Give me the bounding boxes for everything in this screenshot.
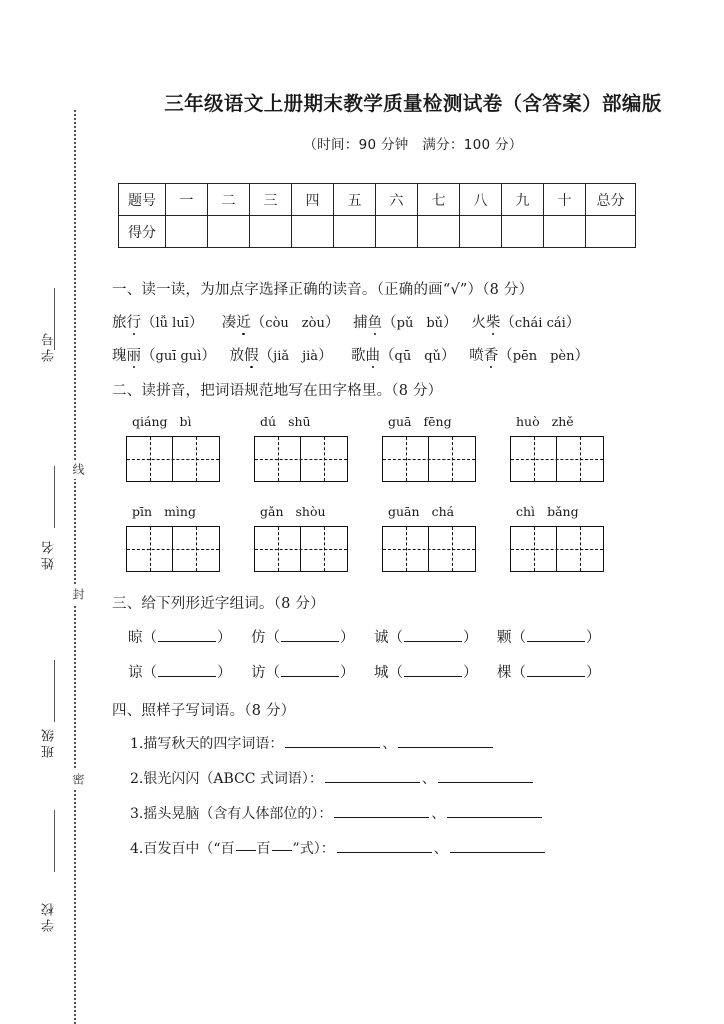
answer-blank[interactable] (334, 805, 429, 818)
section-two-heading: 二、读拼音，把词语规范地写在田字格里。（8 分） (112, 383, 443, 399)
answer-blank[interactable] (285, 735, 380, 748)
xingjinzi-item-6[interactable]: 访（ ） (251, 665, 355, 681)
score-cell-3[interactable] (250, 216, 292, 248)
answer-blank[interactable] (337, 840, 432, 853)
seal-margin (0, 0, 100, 1024)
dotted-char: 鱼 (368, 311, 383, 332)
score-cell-7[interactable] (418, 216, 460, 248)
section-one-line-2 (112, 344, 716, 365)
score-cell-4[interactable] (292, 216, 334, 248)
score-cell-8[interactable] (460, 216, 502, 248)
table-row-question-numbers (119, 184, 636, 216)
score-table-col-9: 九 (502, 184, 544, 216)
tianzige-pinyin-2: dú shū (260, 414, 311, 429)
tianzige-box[interactable] (510, 436, 604, 482)
tianzige-pinyin-7: guān chá (388, 504, 455, 519)
tianzige-group-4 (510, 414, 630, 482)
score-cell-5[interactable] (334, 216, 376, 248)
section-four-item-2: 2.银光闪闪（ABCC 式词语）： 、 (130, 768, 716, 788)
tianzige-box[interactable] (254, 526, 348, 572)
xingjinzi-item-7[interactable]: 城（ ） (374, 665, 478, 681)
tianzige-pinyin-5: pīn mìng (132, 504, 196, 519)
q1-item-5[interactable]: 瑰丽（guī guì） (112, 348, 216, 364)
tianzige-row-1 (126, 414, 716, 482)
score-table-col-2: 二 (208, 184, 250, 216)
info-label-banji: 班级 (42, 726, 57, 758)
xingjinzi-item-5[interactable]: 谅（ ） (128, 665, 232, 681)
q1-item-4[interactable]: 火柴（chái cái） (471, 315, 580, 331)
score-cell-10[interactable] (544, 216, 586, 248)
tianzige-box[interactable] (254, 436, 348, 482)
q1-item-1[interactable]: 旅行（lǚ luī） (112, 315, 203, 331)
tianzige-box[interactable] (510, 526, 604, 572)
score-cell-total[interactable] (586, 216, 636, 248)
xingjinzi-item-8[interactable]: 棵（ ） (497, 665, 601, 681)
pattern-blank (236, 840, 256, 851)
section-four-item-3: 3.摇头晃脑（含有人体部位的）： 、 (130, 803, 716, 823)
tianzige-box[interactable] (382, 526, 476, 572)
dotted-char: 行 (127, 311, 142, 332)
answer-blank[interactable] (447, 805, 542, 818)
section-four-item-4: 4.百发百中（“百 百 ”式）： 、 (130, 838, 716, 858)
score-table-col-7: 七 (418, 184, 460, 216)
score-table-row-label-defen: 得分 (119, 216, 166, 248)
tianzige-group-7 (382, 504, 510, 572)
pattern-blank (272, 840, 292, 851)
answer-blank[interactable] (527, 629, 585, 642)
paper-subtitle: （时间：90 分钟 满分：100 分） (303, 137, 523, 153)
dotted-char: 近 (236, 311, 251, 332)
dotted-char: 丽 (127, 344, 142, 365)
score-table-col-10: 十 (544, 184, 586, 216)
info-rule-banji (54, 660, 55, 722)
answer-blank[interactable] (398, 735, 493, 748)
tianzige-group-8 (510, 504, 630, 572)
info-rule-xuexiao (54, 810, 55, 872)
answer-blank[interactable] (450, 840, 545, 853)
score-table-row-label-tihao: 题号 (119, 184, 166, 216)
tianzige-group-2 (254, 414, 382, 482)
tianzige-box[interactable] (126, 436, 220, 482)
tianzige-pinyin-3: guā fēng (388, 414, 452, 429)
tianzige-pinyin-4: huò zhě (516, 414, 574, 429)
xingjinzi-item-2[interactable]: 仿（ ） (251, 630, 355, 646)
dotted-char: 柴 (486, 311, 501, 332)
seal-dotted-line (74, 110, 76, 1024)
score-cell-1[interactable] (166, 216, 208, 248)
tianzige-pinyin-1: qiáng bì (132, 414, 192, 429)
score-cell-6[interactable] (376, 216, 418, 248)
info-label-xuexiao: 学校 (42, 900, 57, 932)
exam-sheet (100, 0, 724, 1024)
q1-item-3[interactable]: 捕鱼（pǔ bǔ） (353, 315, 457, 331)
dotted-char: 假 (244, 344, 259, 365)
q1-item-8[interactable]: 喷香（pēn pèn） (469, 348, 589, 364)
answer-blank[interactable] (527, 664, 585, 677)
score-table-col-4: 四 (292, 184, 334, 216)
tianzige-box[interactable] (382, 436, 476, 482)
dotted-char: 曲 (366, 344, 381, 365)
section-three-heading: 三、给下列形近字组词。（8 分） (112, 596, 325, 612)
info-rule-xingming (54, 466, 55, 528)
answer-blank[interactable] (158, 664, 216, 677)
q1-item-6[interactable]: 放假（jiǎ jià） (230, 348, 333, 364)
info-label-xuehao: 学号 (42, 330, 57, 362)
score-table-col-total: 总分 (586, 184, 636, 216)
seal-char-xian: 线 (66, 460, 84, 479)
tianzige-pinyin-8: chì bǎng (516, 504, 579, 519)
xingjinzi-item-4[interactable]: 颗（ ） (497, 630, 601, 646)
section-one-heading: 一、读一读，为加点字选择正确的读音。（正确的画“√”）（8 分） (112, 282, 534, 298)
tianzige-group-6 (254, 504, 382, 572)
q1-item-2[interactable]: 凑近（còu zòu） (222, 315, 340, 331)
score-table-col-1: 一 (166, 184, 208, 216)
table-row-scores (119, 216, 636, 248)
tianzige-row-2 (126, 504, 716, 572)
q1-item-7[interactable]: 歌曲（qū qǔ） (351, 348, 455, 364)
tianzige-box[interactable] (126, 526, 220, 572)
score-cell-9[interactable] (502, 216, 544, 248)
seal-char-mi: 密 (66, 770, 84, 789)
seal-char-feng: 封 (66, 585, 84, 604)
score-table-col-5: 五 (334, 184, 376, 216)
tianzige-pinyin-6: gǎn shòu (260, 504, 326, 519)
answer-blank[interactable] (438, 770, 533, 783)
answer-blank[interactable] (158, 629, 216, 642)
section-one (112, 278, 716, 365)
answer-blank[interactable] (325, 770, 420, 783)
info-label-xingming: 姓名 (42, 538, 57, 570)
tianzige-group-5 (126, 504, 254, 572)
answer-blank[interactable] (281, 664, 339, 677)
score-table (118, 183, 636, 248)
section-four-item-1: 1.描写秋天的四字词语： 、 (130, 733, 716, 753)
answer-blank[interactable] (281, 629, 339, 642)
section-four (112, 699, 716, 858)
xingjinzi-item-1[interactable]: 晾（ ） (128, 630, 232, 646)
section-three (112, 592, 716, 682)
section-one-line-1 (112, 311, 716, 332)
tianzige-group-1 (126, 414, 254, 482)
score-table-col-3: 三 (250, 184, 292, 216)
answer-blank[interactable] (404, 664, 462, 677)
answer-blank[interactable] (404, 629, 462, 642)
dotted-char: 香 (484, 344, 499, 365)
xingjinzi-row-1 (128, 626, 716, 647)
section-two (112, 379, 716, 572)
tianzige-group-3 (382, 414, 510, 482)
score-table-col-8: 八 (460, 184, 502, 216)
xingjinzi-row-2 (128, 661, 716, 682)
score-cell-2[interactable] (208, 216, 250, 248)
xingjinzi-item-3[interactable]: 诚（ ） (374, 630, 478, 646)
section-four-heading: 四、照样子写词语。（8 分） (112, 703, 296, 719)
page-title: 三年级语文上册期末教学质量检测试卷（含答案）部编版 (164, 92, 662, 115)
score-table-col-6: 六 (376, 184, 418, 216)
